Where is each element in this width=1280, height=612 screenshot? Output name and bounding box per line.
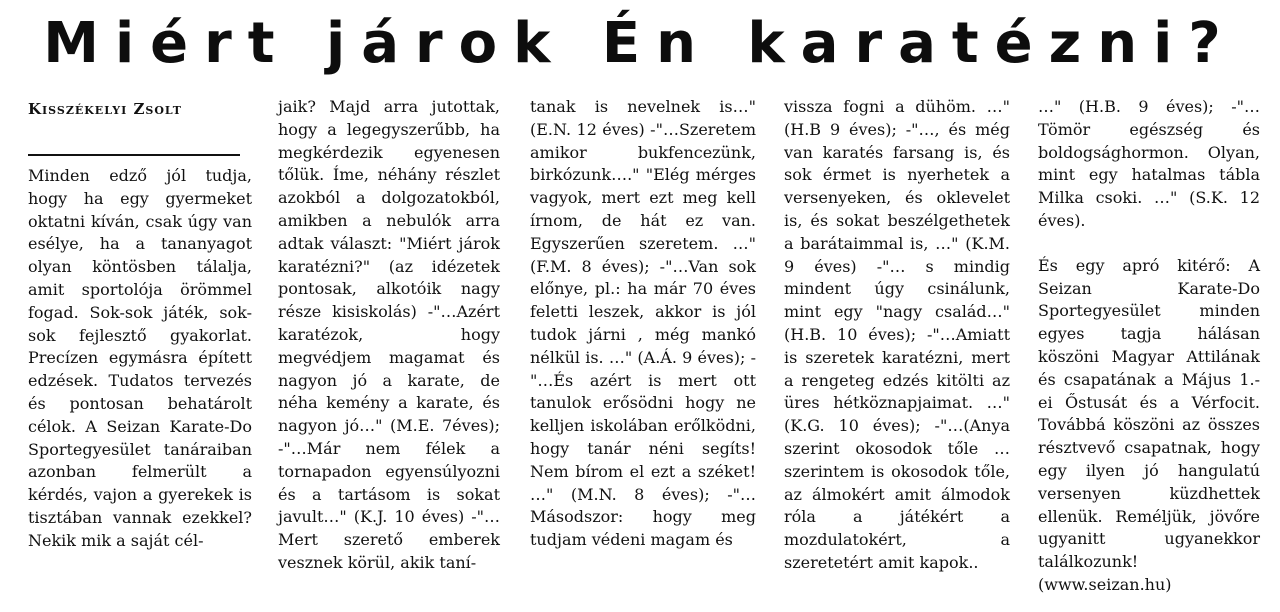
paragraph: És egy apró kitérő: A Seizan Karate-Do Sportegyesület minden egyes tagja hálásan köszöni Magyar Attilának és csapatának a Május 1.-ei Őstusát és a Vérfocit. Továbbá köszöni az összes résztvevő csapatnak, hogy egy ilyen jó hangulatú versenyen küzdhettek ellenük. Reméljük, jövőre ugyanitt ugyanekkor találkozunk! (www.seizan.hu) (1038, 255, 1260, 594)
article-title: Miért járok Én karatézni? (43, 11, 1237, 76)
paragraph: jaik? Majd arra jutottak, hogy a legegyszerűbb, ha megkérdezik egyenesen tőlük. Íme, néhány részlet azokból a dolgozatokból, amikben a nebulók arra adtak választ: "Miért járok karatézni?" (az idézetek pontosak, alkotóik nagy része kisiskolás) -"…Azért karatézok, hogy megvédjem magamat és nagyon jó a karate, de néha kemény a karate, és nagyon jó…" (M.E. 7éves); -"…Már nem félek a tornapadon egyensúlyozni és a tartásom is sokat javult…" (K.J. 10 éves) -"…Mert szerető emberek vesznek körül, akik taní- (278, 97, 500, 572)
text-column-5 (1038, 96, 1260, 597)
paragraph: tanak is nevelnek is…" (E.N. 12 éves) -"…Szeretem amikor bukfencezünk, birkózunk…." "Elég mérges vagyok, mert ezt meg kell írnom, de hát ez van. Egyszerűen szeretem. …" (F.M. 8 éves); -"…Van sok előnye, pl.: ha már 70 éves feletti leszek, akkor is jól tudok járni , még mankó nélkül is. …" (A.Á. 9 éves); -"…És azért is mert ott tanulok erősödni hogy ne kelljen iskolában erőlködni, hogy tanár néni segíts! Nem bírom el ezt a széket! …" (M.N. 8 éves); -"… Másodszor: hogy meg tudjam védeni magam és (530, 97, 756, 550)
author-byline: Kisszékelyi Zsolt (28, 100, 182, 118)
byline-divider (28, 154, 240, 156)
text-column-3 (530, 96, 756, 552)
text-column-2 (278, 96, 500, 575)
text-column-4 (784, 96, 1010, 575)
paragraph: vissza fogni a dühöm. …" (H.B 9 éves); -"…, és még van karatés farsang is, és sok érmet is nyerhetek a versenyeken, és oklevelet is, és sokat beszélgethetek a barátaimmal is, …" (K.M. 9 éves) -"… s mindig mindent úgy csinálunk, mint egy "nagy család…" (H.B. 10 éves); -"…Amiatt is szeretek karatézni, mert a rengeteg edzés kitölti az üres hétköznapjaimat. …" (K.G. 10 éves); -"…(Anya szerint okosodok tőle … szerintem is okosodok tőle, az álmokért amit álmodok róla a játékért a mozdulatokért, a szeretetért amit kapok.. (784, 97, 1010, 572)
text-column-1 (28, 165, 252, 553)
paragraph: …" (H.B. 9 éves); -"… Tömör egészség és boldogsághormon. Olyan, mint egy hatalmas tábla Milka csoki. …" (S.K. 12 éves). (1038, 97, 1260, 230)
paragraph: Minden edző jól tudja, hogy ha egy gyermeket oktatni kíván, csak úgy van esélye, ha a tananyagot olyan köntösben tálalja, amit sportolója örömmel fogad. Sok-sok játék, sok-sok fejlesztő gyakorlat. Precízen egymásra épített edzések. Tudatos tervezés és pontosan behatárolt célok. A Seizan Karate-Do Sportegyesület tanáraiban azonban felmerült a kérdés, vajon a gyerekek is tisztában vannak ezekkel? Nekik mik a saját cél- (28, 166, 252, 550)
